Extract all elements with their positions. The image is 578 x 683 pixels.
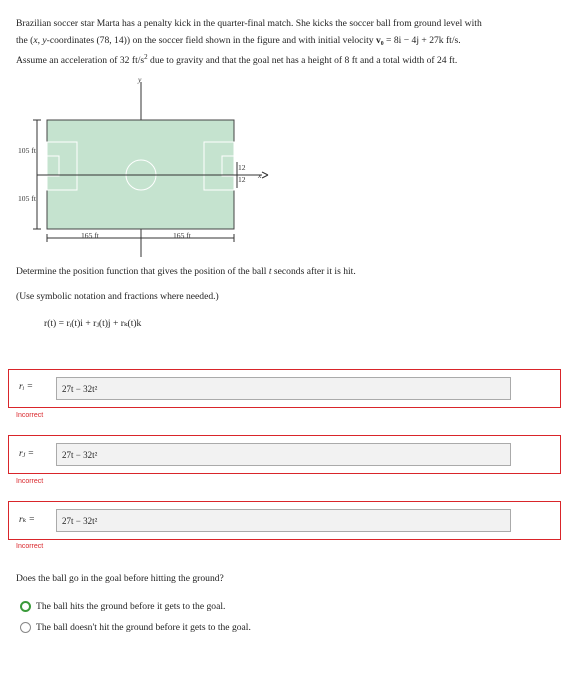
dim-left-bottom: 105 ft — [18, 194, 36, 203]
answer-input-ri[interactable]: 27t − 32t² — [56, 377, 511, 400]
goal-dim-bottom: 12 — [238, 175, 246, 184]
answer-label-rk: rₖ = — [19, 515, 35, 525]
radio-option-hits-ground[interactable] — [20, 601, 225, 612]
incorrect-label-rk: Incorrect — [16, 543, 44, 550]
answer-label-ri: rᵢ = — [19, 382, 33, 392]
incorrect-label-rj: Incorrect — [16, 478, 44, 485]
answer-input-rk[interactable]: 27t − 32t² — [56, 509, 511, 532]
dim-bottom-right: 165 ft — [173, 231, 191, 240]
answer-input-rj[interactable]: 27t − 32t² — [56, 443, 511, 466]
dim-left-top: 105 ft — [18, 146, 36, 155]
answer-label-rj: rⱼ = — [19, 449, 34, 459]
answer-box-ri — [8, 369, 561, 408]
radio-option-no-hit[interactable] — [20, 622, 251, 633]
problem-line-3: Assume an acceleration of 32 $ft/s^2$ due to gravity and that the goal net has a height of 8 ft and a total width of 24 ft. — [16, 53, 458, 67]
x-axis-label: x — [258, 171, 262, 180]
goal-dim-top: 12 — [238, 163, 246, 172]
y-axis-label: y — [138, 75, 142, 84]
incorrect-label-ri: Incorrect — [16, 412, 44, 419]
goal-question-prompt: Does the ball go in the goal before hitting the ground? — [16, 573, 224, 584]
soccer-field-figure — [0, 0, 578, 260]
answer-box-rk — [8, 501, 561, 540]
problem-line-2: the (x, y-coordinates (78, 14)) on the soccer field shown in the figure and with initial velocity v₀ = 8i − 4j + 27k ft/s. — [16, 34, 461, 46]
question-prompt: Determine the position function that gives the position of the ball t seconds after it is hit. — [16, 266, 356, 277]
dim-bottom-left: 165 ft — [81, 231, 99, 240]
answer-box-rj — [8, 435, 561, 474]
problem-line-1: Brazilian soccer star Marta has a penalty kick in the quarter-final match. She kicks the soccer ball from ground level with — [16, 18, 482, 29]
radio-unselected-icon[interactable] — [20, 622, 31, 633]
radio-selected-icon[interactable] — [20, 601, 31, 612]
radio-option-label: The ball hits the ground before it gets to the goal. — [36, 601, 226, 612]
radio-option-label: The ball doesn't hit the ground before it gets to the goal. — [36, 622, 251, 633]
question-instructions: (Use symbolic notation and fractions where needed.) — [16, 291, 219, 302]
position-formula: r(t) = rᵢ(t)i + rⱼ(t)j + rₖ(t)k — [44, 318, 142, 329]
